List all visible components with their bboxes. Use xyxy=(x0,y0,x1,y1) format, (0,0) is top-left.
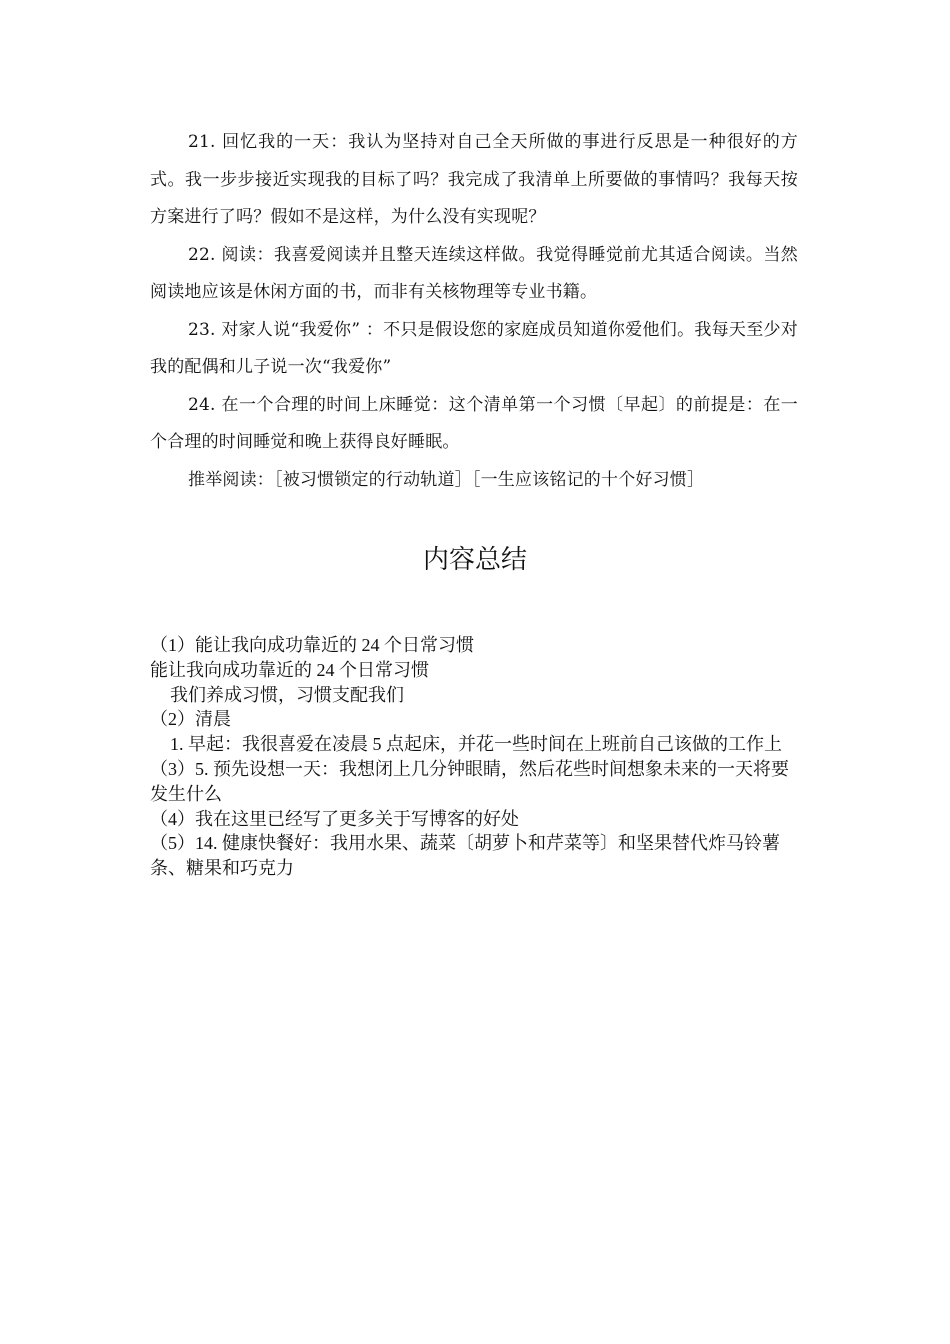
summary-line: 能让我向成功靠近的 24 个日常习惯 xyxy=(150,659,429,680)
paragraph-24: 24. 在一个合理的时间上床睡觉：这个清单第一个习惯〔早起〕的前提是：在一个合理的时间睡觉和晚上获得良好睡眠。 xyxy=(150,394,798,452)
summary-line: 我们养成习惯，习惯支配我们 xyxy=(170,684,404,705)
paragraph-21: 21. 回忆我的一天：我认为坚持对自己全天所做的事进行反思是一种很好的方式。我一步步接近实现我的目标了吗？我完成了我清单上所要做的事情吗？我每天按方案进行了吗？假如不是这样，为什么没有实现呢？ xyxy=(150,132,798,227)
summary-line: （5）14. 健康快餐好：我用水果、蔬菜〔胡萝卜和芹菜等〕和坚果替代炸马铃薯条、糖果和巧克力 xyxy=(150,833,780,879)
summary-line: （2）清晨 xyxy=(150,709,231,730)
summary-title: 内容总结 xyxy=(422,545,527,575)
body-text xyxy=(150,124,798,499)
summary-line: 1. 早起：我很喜爱在凌晨 5 点起床，并花一些时间在上班前自己该做的工作上 xyxy=(170,734,782,755)
summary-section xyxy=(150,633,798,881)
summary-line: （3）5. 预先设想一天：我想闭上几分钟眼睛，然后花些时间想象未来的一天将要发生什么 xyxy=(150,758,789,804)
recommended-reading: 推举阅读：［被习惯锁定的行动轨道］［一生应该铭记的十个好习惯］ xyxy=(188,469,705,490)
summary-line: （1）能让我向成功靠近的 24 个日常习惯 xyxy=(150,635,474,655)
summary-line: （4）我在这里已经写了更多关于写博客的好处 xyxy=(150,808,519,829)
paragraph-22: 22. 阅读：我喜爱阅读并且整天连续这样做。我觉得睡觉前尤其适合阅读。当然阅读地应该是休闲方面的书，而非有关核物理等专业书籍。 xyxy=(150,244,798,302)
paragraph-23: 23. 对家人说“我爱你” ：不只是假设您的家庭成员知道你爱他们。我每天至少对我的配偶和儿子说一次“我爱你” xyxy=(150,319,798,377)
